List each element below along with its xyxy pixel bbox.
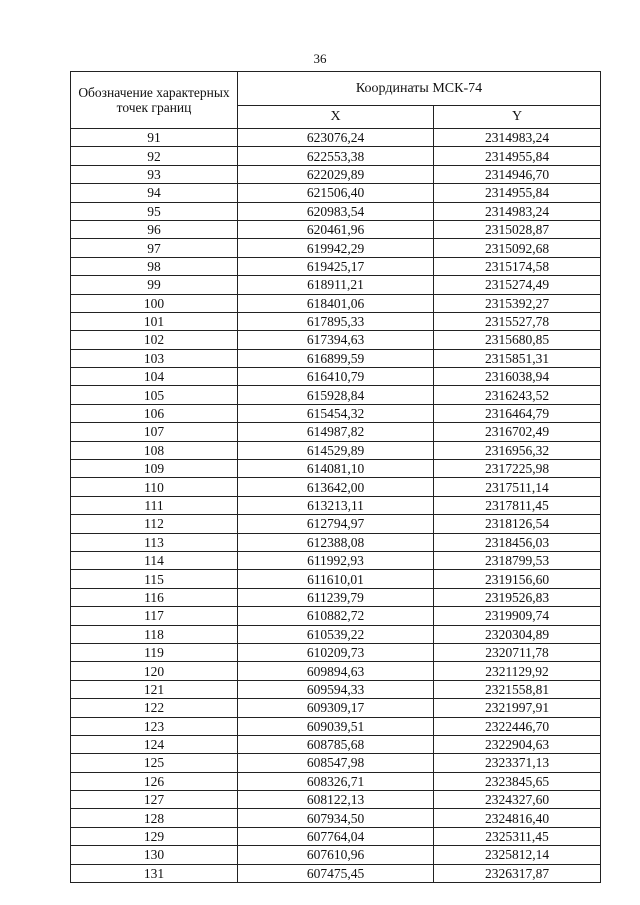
y-coordinate-cell: 2315680,85 [434, 331, 601, 349]
x-coordinate-cell: 607610,96 [238, 846, 434, 864]
point-number-cell: 109 [71, 460, 238, 478]
table-row [71, 607, 601, 625]
point-number-cell: 95 [71, 202, 238, 220]
y-coordinate-cell: 2323845,65 [434, 772, 601, 790]
y-coordinate-cell: 2319156,60 [434, 570, 601, 588]
table-row [71, 386, 601, 404]
table-row [71, 368, 601, 386]
point-number-cell: 101 [71, 312, 238, 330]
table-row [71, 625, 601, 643]
table-row [71, 754, 601, 772]
table-row [71, 441, 601, 459]
point-number-cell: 99 [71, 276, 238, 294]
point-number-cell: 97 [71, 239, 238, 257]
x-coordinate-cell: 607764,04 [238, 827, 434, 845]
table-row [71, 423, 601, 441]
table-row [71, 846, 601, 864]
point-number-cell: 125 [71, 754, 238, 772]
point-number-cell: 106 [71, 404, 238, 422]
table-row [71, 165, 601, 183]
point-number-cell: 121 [71, 680, 238, 698]
x-coordinate-cell: 618401,06 [238, 294, 434, 312]
x-coordinate-cell: 614081,10 [238, 460, 434, 478]
table-row [71, 515, 601, 533]
x-coordinate-cell: 609039,51 [238, 717, 434, 735]
y-coordinate-cell: 2317225,98 [434, 460, 601, 478]
y-coordinate-cell: 2315851,31 [434, 349, 601, 367]
x-coordinate-cell: 621506,40 [238, 184, 434, 202]
point-number-cell: 117 [71, 607, 238, 625]
table-row [71, 680, 601, 698]
y-coordinate-cell: 2320304,89 [434, 625, 601, 643]
point-number-cell: 93 [71, 165, 238, 183]
y-coordinate-cell: 2316702,49 [434, 423, 601, 441]
y-coordinate-cell: 2314983,24 [434, 129, 601, 147]
point-number-cell: 107 [71, 423, 238, 441]
table-row [71, 276, 601, 294]
y-coordinate-cell: 2322904,63 [434, 735, 601, 753]
y-coordinate-cell: 2325812,14 [434, 846, 601, 864]
table-row [71, 496, 601, 514]
point-number-cell: 100 [71, 294, 238, 312]
point-number-cell: 118 [71, 625, 238, 643]
table-row [71, 202, 601, 220]
table-row [71, 478, 601, 496]
x-coordinate-cell: 609894,63 [238, 662, 434, 680]
table-body [71, 129, 601, 883]
x-coordinate-cell: 610209,73 [238, 643, 434, 661]
y-coordinate-cell: 2314955,84 [434, 147, 601, 165]
y-coordinate-cell: 2315392,27 [434, 294, 601, 312]
point-number-cell: 126 [71, 772, 238, 790]
table-row [71, 643, 601, 661]
x-coordinate-cell: 610539,22 [238, 625, 434, 643]
table-row [71, 772, 601, 790]
table-row [71, 791, 601, 809]
y-coordinate-cell: 2321558,81 [434, 680, 601, 698]
point-number-cell: 116 [71, 588, 238, 606]
table-row [71, 257, 601, 275]
x-coordinate-cell: 608326,71 [238, 772, 434, 790]
x-coordinate-cell: 607475,45 [238, 864, 434, 882]
x-coordinate-cell: 616899,59 [238, 349, 434, 367]
table-row [71, 717, 601, 735]
point-number-cell: 92 [71, 147, 238, 165]
table-row [71, 129, 601, 147]
y-coordinate-cell: 2315092,68 [434, 239, 601, 257]
point-number-cell: 128 [71, 809, 238, 827]
x-coordinate-cell: 610882,72 [238, 607, 434, 625]
x-coordinate-cell: 613642,00 [238, 478, 434, 496]
x-coordinate-cell: 620461,96 [238, 220, 434, 238]
point-number-cell: 129 [71, 827, 238, 845]
point-number-cell: 112 [71, 515, 238, 533]
x-coordinate-cell: 611992,93 [238, 551, 434, 569]
table-row [71, 184, 601, 202]
y-coordinate-cell: 2319909,74 [434, 607, 601, 625]
x-coordinate-cell: 616410,79 [238, 368, 434, 386]
y-column-header: Y [434, 106, 601, 129]
y-coordinate-cell: 2315028,87 [434, 220, 601, 238]
y-coordinate-cell: 2324816,40 [434, 809, 601, 827]
y-coordinate-cell: 2314946,70 [434, 165, 601, 183]
x-coordinate-cell: 609594,33 [238, 680, 434, 698]
table-row [71, 699, 601, 717]
designation-header: Обозначение характерных точек границ [71, 72, 238, 129]
point-number-cell: 108 [71, 441, 238, 459]
y-coordinate-cell: 2316956,32 [434, 441, 601, 459]
point-number-cell: 114 [71, 551, 238, 569]
x-coordinate-cell: 614529,89 [238, 441, 434, 459]
point-number-cell: 111 [71, 496, 238, 514]
table-row [71, 404, 601, 422]
point-number-cell: 105 [71, 386, 238, 404]
table-row [71, 827, 601, 845]
y-coordinate-cell: 2318799,53 [434, 551, 601, 569]
y-coordinate-cell: 2314955,84 [434, 184, 601, 202]
x-coordinate-cell: 615454,32 [238, 404, 434, 422]
table-row [71, 460, 601, 478]
x-coordinate-cell: 614987,82 [238, 423, 434, 441]
point-number-cell: 122 [71, 699, 238, 717]
point-number-cell: 110 [71, 478, 238, 496]
point-number-cell: 94 [71, 184, 238, 202]
point-number-cell: 131 [71, 864, 238, 882]
y-coordinate-cell: 2326317,87 [434, 864, 601, 882]
x-coordinate-cell: 608122,13 [238, 791, 434, 809]
table-row [71, 533, 601, 551]
y-coordinate-cell: 2320711,78 [434, 643, 601, 661]
table-row [71, 331, 601, 349]
x-coordinate-cell: 609309,17 [238, 699, 434, 717]
y-coordinate-cell: 2321997,91 [434, 699, 601, 717]
coordinate-system-header: Координаты МСК-74 [238, 72, 601, 106]
y-coordinate-cell: 2323371,13 [434, 754, 601, 772]
header-row [71, 72, 601, 106]
x-coordinate-cell: 612794,97 [238, 515, 434, 533]
y-coordinate-cell: 2322446,70 [434, 717, 601, 735]
point-number-cell: 104 [71, 368, 238, 386]
table-row [71, 147, 601, 165]
y-coordinate-cell: 2314983,24 [434, 202, 601, 220]
point-number-cell: 98 [71, 257, 238, 275]
x-coordinate-cell: 617895,33 [238, 312, 434, 330]
y-coordinate-cell: 2318126,54 [434, 515, 601, 533]
x-coordinate-cell: 615928,84 [238, 386, 434, 404]
x-coordinate-cell: 622029,89 [238, 165, 434, 183]
y-coordinate-cell: 2321129,92 [434, 662, 601, 680]
x-coordinate-cell: 618911,21 [238, 276, 434, 294]
table-row [71, 662, 601, 680]
point-number-cell: 113 [71, 533, 238, 551]
x-coordinate-cell: 619942,29 [238, 239, 434, 257]
y-coordinate-cell: 2319526,83 [434, 588, 601, 606]
y-coordinate-cell: 2315274,49 [434, 276, 601, 294]
table-row [71, 588, 601, 606]
x-column-header: X [238, 106, 434, 129]
point-number-cell: 115 [71, 570, 238, 588]
y-coordinate-cell: 2315174,58 [434, 257, 601, 275]
point-number-cell: 120 [71, 662, 238, 680]
point-number-cell: 91 [71, 129, 238, 147]
point-number-cell: 130 [71, 846, 238, 864]
x-coordinate-cell: 612388,08 [238, 533, 434, 551]
point-number-cell: 123 [71, 717, 238, 735]
y-coordinate-cell: 2316243,52 [434, 386, 601, 404]
point-number-cell: 96 [71, 220, 238, 238]
x-coordinate-cell: 611239,79 [238, 588, 434, 606]
table-row [71, 551, 601, 569]
point-number-cell: 124 [71, 735, 238, 753]
point-number-cell: 102 [71, 331, 238, 349]
table-row [71, 864, 601, 882]
x-coordinate-cell: 611610,01 [238, 570, 434, 588]
y-coordinate-cell: 2317511,14 [434, 478, 601, 496]
table-header [71, 72, 601, 129]
table-row [71, 294, 601, 312]
x-coordinate-cell: 608785,68 [238, 735, 434, 753]
x-coordinate-cell: 620983,54 [238, 202, 434, 220]
y-coordinate-cell: 2316464,79 [434, 404, 601, 422]
x-coordinate-cell: 619425,17 [238, 257, 434, 275]
table-row [71, 220, 601, 238]
table-row [71, 735, 601, 753]
coordinates-table [70, 71, 601, 883]
x-coordinate-cell: 623076,24 [238, 129, 434, 147]
table-row [71, 349, 601, 367]
table-row [71, 809, 601, 827]
y-coordinate-cell: 2324327,60 [434, 791, 601, 809]
x-coordinate-cell: 622553,38 [238, 147, 434, 165]
point-number-cell: 103 [71, 349, 238, 367]
point-number-cell: 127 [71, 791, 238, 809]
y-coordinate-cell: 2325311,45 [434, 827, 601, 845]
x-coordinate-cell: 617394,63 [238, 331, 434, 349]
x-coordinate-cell: 608547,98 [238, 754, 434, 772]
table-row [71, 570, 601, 588]
y-coordinate-cell: 2318456,03 [434, 533, 601, 551]
page-number: 36 [313, 51, 327, 66]
point-number-cell: 119 [71, 643, 238, 661]
y-coordinate-cell: 2316038,94 [434, 368, 601, 386]
x-coordinate-cell: 613213,11 [238, 496, 434, 514]
y-coordinate-cell: 2315527,78 [434, 312, 601, 330]
y-coordinate-cell: 2317811,45 [434, 496, 601, 514]
table-row [71, 312, 601, 330]
table-row [71, 239, 601, 257]
x-coordinate-cell: 607934,50 [238, 809, 434, 827]
